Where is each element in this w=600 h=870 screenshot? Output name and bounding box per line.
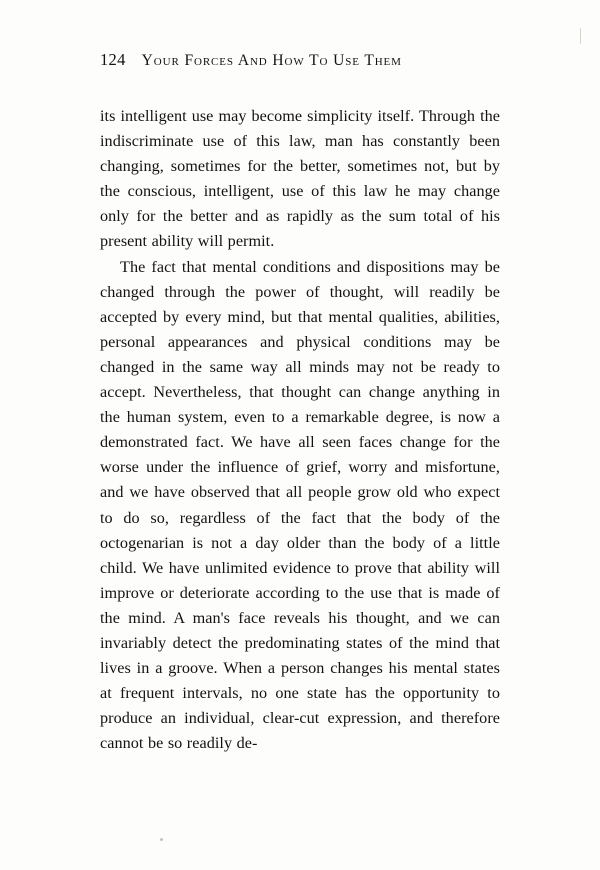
page-edge-mark (580, 28, 581, 44)
paragraph-2: The fact that mental conditions and dispositions may be changed through the power of thought, will readily be accepted by every mind, but that mental qualities, abilities, personal appearances and physical conditions may be changed in the same way all minds may not be ready to accept. Nevertheless, that thought can change anything in the human system, even to a remarkable degree, is now a demonstrated fact. We have all seen faces change for the worse under the influence of grief, worry and misfortune, and we have observed that all people grow old who expect to do so, regardless of the fact that the body of the octogenarian is not a day older than the body of a little child. We have unlimited evidence to prove that ability will improve or deteriorate according to the use that is made of the mind. A man's face reveals his thought, and we can invariably detect the predominating states of the mind that lives in a groove. When a person changes his mental states at frequent intervals, no one state has the opportunity to produce an individual, clear-cut expression, and therefore cannot be so readily de- (100, 257, 500, 753)
page-content-area (100, 50, 500, 756)
running-head-title: Your Forces And How To Use Them (141, 52, 402, 69)
paragraph-1: its intelligent use may become simplicity itself. Through the indiscriminate use of this law, man has constantly been changing, sometimes for the better, sometimes not, but by the conscious, intelligent, use of this law he may change only for the better and as rapidly as the sum total of his present ability will permit. (100, 107, 500, 251)
paper-smudge (160, 838, 163, 841)
running-head (100, 50, 500, 70)
page-number: 124 (100, 50, 126, 69)
body-text (100, 104, 500, 756)
